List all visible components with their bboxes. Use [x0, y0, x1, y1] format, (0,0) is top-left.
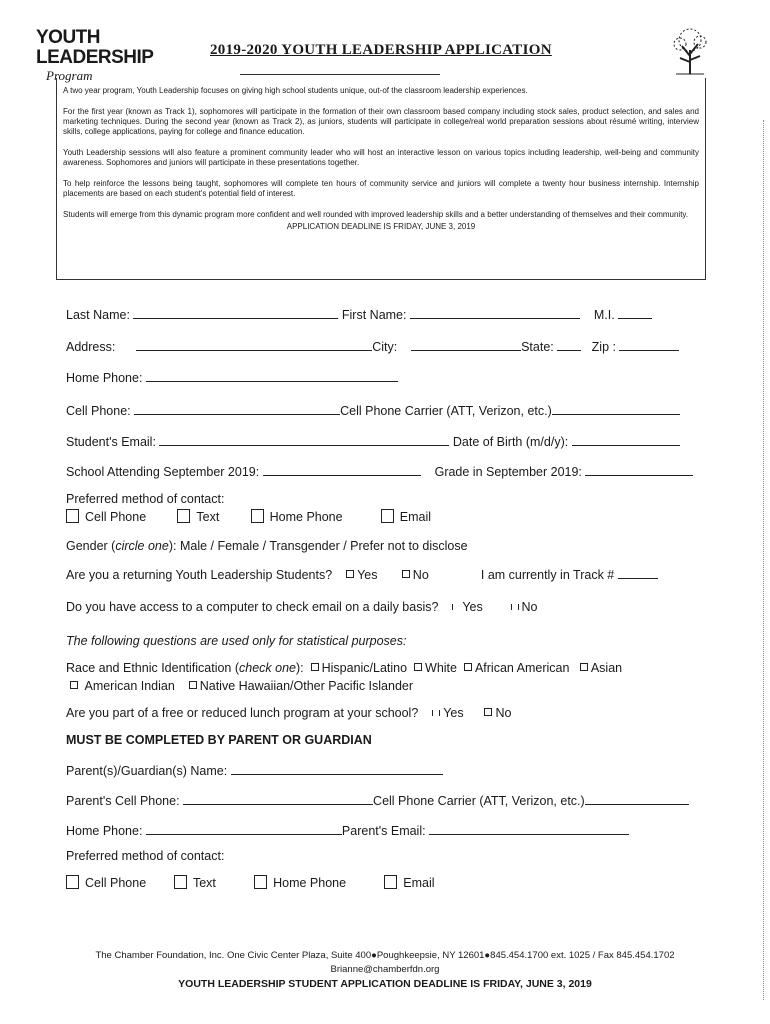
race-instruction: check one [239, 661, 297, 675]
student-email-field[interactable] [159, 433, 449, 446]
home-phone-checkbox[interactable] [251, 509, 264, 523]
gender-label: Gender ( [66, 539, 116, 553]
footer-deadline: YOUTH LEADERSHIP STUDENT APPLICATION DEADLINE IS FRIDAY, JUNE 3, 2019 [178, 978, 592, 990]
parent-text-checkbox[interactable] [174, 875, 187, 889]
intro-paragraph: Students will emerge from this dynamic program more confident and well rounded with improved leadership skills and a better understanding of themselves and their community. [63, 210, 689, 219]
parent-name-row [66, 762, 443, 778]
intro-paragraph: For the first year (known as Track 1), sophomores will participate in the formation of their own classroom based company including stock sales, product selection, and sales and marketing techniques. During the second year (known as Track 2), as juniors, students will participate in college/real world preparation sessions about résumé writing, interview skills, college applications, paying for college and finance education. [63, 107, 699, 136]
parent-email-checkbox[interactable] [384, 875, 397, 889]
option-label: Email [403, 876, 435, 890]
parent-preferred-heading: Preferred method of contact: [66, 849, 225, 863]
race-label: Race and Ethnic Identification ( [66, 661, 240, 675]
tree-logo-icon [662, 22, 718, 78]
statistical-note: The following questions are used only for statistical purposes: [66, 634, 407, 648]
white-checkbox[interactable] [414, 663, 422, 671]
parent-home-row [66, 822, 629, 838]
intro-box [56, 78, 706, 280]
mi-field[interactable] [618, 306, 652, 319]
gender-instruction: circle one [115, 539, 169, 553]
school-label: School Attending September 2019: [66, 465, 260, 479]
returning-yes-checkbox[interactable] [346, 570, 354, 578]
program-logo [36, 27, 186, 83]
email-row [66, 433, 680, 449]
parent-carrier-field[interactable] [585, 792, 689, 805]
text-checkbox[interactable] [177, 509, 190, 523]
computer-no-checkbox[interactable] [511, 604, 519, 610]
zip-field[interactable] [619, 338, 679, 351]
first-name-label: First Name: [341, 308, 407, 322]
option-label: Text [192, 876, 216, 890]
parent-email-label: Parent's Email: [341, 824, 426, 838]
cell-carrier-field[interactable] [552, 402, 680, 415]
parent-section-heading: MUST BE COMPLETED BY PARENT OR GUARDIAN [66, 733, 372, 747]
returning-row [66, 566, 658, 582]
state-label: State: [521, 340, 554, 354]
last-name-field[interactable] [133, 306, 338, 319]
parent-contact-options [66, 875, 435, 890]
parent-cell-label: Parent's Cell Phone: [66, 794, 180, 808]
grade-label: Grade in September 2019: [434, 465, 582, 479]
asian-checkbox[interactable] [580, 663, 588, 671]
address-row [66, 338, 679, 354]
footer-email[interactable]: Brianne@chamberfdn.org [330, 964, 440, 975]
no-label: No [521, 600, 538, 614]
mi-label: M.I. [593, 308, 615, 322]
dob-field[interactable] [572, 433, 680, 446]
home-phone-label: Home Phone: [66, 371, 143, 385]
header-rule [240, 74, 440, 75]
yes-label: Yes [462, 600, 483, 614]
race-option-label: African American [474, 661, 570, 675]
lunch-row [66, 706, 511, 720]
no-label: No [495, 706, 512, 720]
last-name-label: Last Name: [66, 308, 130, 322]
hispanic-checkbox[interactable] [311, 663, 319, 671]
cell-phone-checkbox[interactable] [66, 509, 79, 523]
name-row [66, 306, 652, 322]
parent-cell-phone-checkbox[interactable] [66, 875, 79, 889]
home-phone-field[interactable] [146, 369, 398, 382]
parent-email-field[interactable] [429, 822, 629, 835]
pacific-islander-checkbox[interactable] [189, 681, 197, 689]
parent-name-field[interactable] [231, 762, 443, 775]
grade-field[interactable] [585, 463, 693, 476]
race-option-label: White [425, 661, 457, 675]
option-label: Cell Phone [85, 876, 147, 890]
lunch-no-checkbox[interactable] [484, 708, 492, 716]
african-american-checkbox[interactable] [464, 663, 472, 671]
track-label: I am currently in Track # [480, 568, 615, 582]
no-label: No [412, 568, 429, 582]
option-label: Home Phone [269, 510, 343, 524]
option-label: Cell Phone [85, 510, 147, 524]
dob-label: Date of Birth (m/d/y): [452, 435, 569, 449]
yes-label: Yes [357, 568, 378, 582]
computer-question: Do you have access to a computer to check email on a daily basis? [66, 600, 439, 614]
parent-cell-field[interactable] [183, 792, 373, 805]
american-indian-checkbox[interactable] [70, 681, 78, 689]
logo-title: YOUTH LEADERSHIP [36, 27, 154, 68]
home-phone-row [66, 369, 398, 385]
intro-paragraph: To help reinforce the lessons being taught, sophomores will complete ten hours of community service and juniors will complete a twenty hour business internship. Internship placements are based on each student's potential field of interest. [63, 179, 699, 198]
preferred-contact-options [66, 509, 431, 524]
school-field[interactable] [263, 463, 421, 476]
first-name-field[interactable] [410, 306, 580, 319]
parent-cell-row [66, 792, 689, 808]
parent-home-phone-label: Home Phone: [66, 824, 143, 838]
race-option-label: American Indian [84, 679, 175, 693]
cell-phone-row [66, 402, 680, 418]
logo-subtitle: Program [46, 68, 93, 83]
preferred-contact-heading: Preferred method of contact: [66, 492, 225, 506]
computer-row [66, 600, 538, 614]
race-label-close: ): [296, 661, 304, 675]
address-label: Address: [66, 340, 116, 354]
option-label: Email [399, 510, 432, 524]
email-checkbox[interactable] [381, 509, 394, 523]
race-option-label: Native Hawaiian/Other Pacific Islander [199, 679, 414, 693]
state-field[interactable] [557, 338, 581, 351]
option-label: Text [196, 510, 220, 524]
parent-carrier-label: Cell Phone Carrier (ATT, Verizon, etc.) [373, 794, 585, 808]
parent-home-phone-field[interactable] [146, 822, 342, 835]
address-field[interactable] [136, 338, 372, 351]
track-field[interactable] [618, 566, 658, 579]
cell-phone-field[interactable] [134, 402, 340, 415]
yes-label: Yes [443, 706, 464, 720]
gender-row[interactable] [66, 539, 468, 553]
cell-carrier-label: Cell Phone Carrier (ATT, Verizon, etc.) [340, 404, 552, 418]
race-row-1 [66, 661, 622, 675]
scan-edge-marks [759, 120, 764, 1000]
race-option-label: Hispanic/Latino [321, 661, 408, 675]
city-field[interactable] [411, 338, 521, 351]
zip-label: Zip : [591, 340, 616, 354]
intro-paragraph: Youth Leadership sessions will also feature a prominent community leader who will host an interactive lesson on various topics including leadership, well-being and community awareness. Sophomores and juniors will participate in these presentations together. [63, 148, 699, 167]
race-row-2 [70, 679, 413, 693]
returning-question: Are you a returning Youth Leadership Students? [66, 568, 333, 582]
race-option-label: Asian [590, 661, 623, 675]
option-label: Home Phone [273, 876, 347, 890]
intro-deadline: APPLICATION DEADLINE IS FRIDAY, JUNE 3, 2019 [286, 222, 476, 231]
cell-phone-label: Cell Phone: [66, 404, 131, 418]
footer-address: The Chamber Foundation, Inc. One Civic Center Plaza, Suite 400●Poughkeepsie, NY 12601●845.454.1700 ext. 1025 / Fax 845.454.1702 [95, 950, 675, 961]
page-title: 2019-2020 YOUTH LEADERSHIP APPLICATION [210, 42, 552, 58]
returning-no-checkbox[interactable] [402, 570, 410, 578]
student-email-label: Student's Email: [66, 435, 156, 449]
lunch-yes-checkbox[interactable] [432, 710, 440, 716]
computer-yes-checkbox[interactable] [452, 604, 459, 610]
city-label: City: [372, 340, 398, 354]
lunch-question: Are you part of a free or reduced lunch program at your school? [66, 706, 419, 720]
parent-home-phone-checkbox[interactable] [254, 875, 267, 889]
intro-paragraph: A two year program, Youth Leadership focuses on giving high school students unique, out-of the classroom leadership experiences. [63, 86, 528, 95]
school-row [66, 463, 693, 479]
parent-name-label: Parent(s)/Guardian(s) Name: [66, 764, 228, 778]
gender-options: ): Male / Female / Transgender / Prefer not to disclose [168, 539, 468, 553]
